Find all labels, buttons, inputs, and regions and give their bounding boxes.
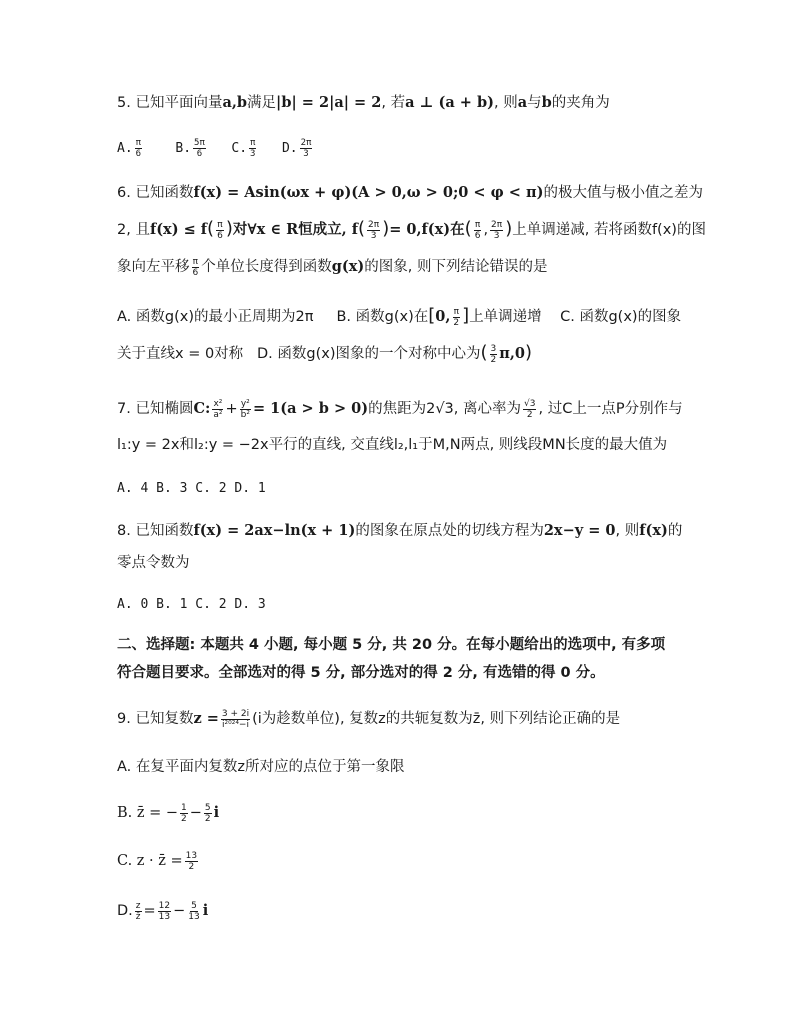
q9-text: (i为趁数单位), 复数z的共轭复数为z̄, 则下列结论正确的是: [252, 711, 621, 727]
section2-text: 符合题目要求。全部选对的得 5 分, 部分选对的得 2 分, 有选错的得 0 分。: [117, 665, 605, 681]
q5-option-c-frac: [249, 138, 256, 159]
frac-num: 1: [181, 802, 187, 813]
q9-option-d-label: D.: [117, 903, 133, 919]
frac-den: 3: [303, 149, 309, 159]
q5-condition-perpendicular: a ⊥ (a + b): [405, 94, 494, 111]
q6-text: 对∀x ∈ R恒成立, f: [232, 221, 358, 238]
frac-den: 3: [250, 149, 256, 159]
q9-prefix: 9. 已知复数: [117, 711, 194, 727]
frac-den: 6: [196, 149, 203, 159]
q9-option-b-text: B. z̄ = −: [117, 805, 179, 821]
q6-text: = 0,f(x)在: [389, 221, 465, 238]
frac-num: 5: [204, 802, 211, 813]
frac-den: 2: [490, 354, 497, 365]
q6-option-a: A. 函数g(x)的最小正周期为2π: [117, 309, 314, 325]
frac-den: 2: [526, 409, 533, 420]
q5-option-d-frac: [300, 138, 313, 159]
frac-num: 5: [191, 900, 197, 911]
q8-prefix: 8. 已知函数: [117, 523, 194, 539]
frac-den: a²: [213, 409, 223, 420]
q5-option-a-frac: [135, 138, 142, 159]
q6-text: 上单调递增: [469, 309, 542, 325]
frac-den: 3: [493, 230, 500, 241]
q6-function: f(x) = Asin(ωx + φ)(A > 0,ω > 0;0 < φ < π): [193, 184, 544, 201]
q7-plus: +: [225, 401, 238, 417]
q8-fx: f(x): [639, 522, 668, 539]
q6-stem-line1: [117, 182, 717, 204]
q6-stem-line3: [117, 256, 717, 278]
q8-function: f(x) = 2ax−ln(x + 1): [193, 522, 356, 539]
frac-den: b²: [240, 409, 250, 420]
q9-option-b: [117, 802, 717, 824]
q7-text: , 过C上一点P分别作与: [538, 401, 683, 417]
frac-den: 2: [453, 317, 460, 328]
frac-num: 3: [490, 343, 497, 354]
q9-option-a: [117, 756, 717, 778]
q8-text: 的图象在原点处的切线方程为: [355, 523, 544, 539]
q9-eq: =: [143, 903, 156, 919]
q6-text: 个单位长度得到函数: [201, 259, 332, 275]
q6-options-line1: A. 函数g(x)的最小正周期为2π B. 函数g(x)在[0, $\frac{\pi}{2}$ ]上单调递增 C. 函数g(x)的图象: [117, 305, 682, 328]
frac-num: π: [474, 219, 481, 230]
q8-stem-line2: [117, 552, 717, 574]
q6-text: 2, 且: [117, 222, 150, 238]
frac-num: π: [217, 219, 223, 230]
q8-tangent: 2x−y = 0: [543, 522, 616, 539]
q9-z: z =: [193, 710, 219, 727]
q9-option-d: [117, 900, 717, 922]
frac-num: 3 + 2i: [221, 708, 250, 719]
frac-den: 2: [188, 861, 195, 872]
q5-vector-a: a: [517, 94, 528, 111]
q5-stem: [117, 92, 717, 114]
q8-text: , 则: [615, 523, 640, 539]
q9-i: i: [213, 804, 220, 821]
frac-den: 6: [217, 230, 223, 241]
q5-text: 的夹角为: [551, 95, 610, 111]
q8-options: [117, 594, 717, 616]
frac-den: 6: [135, 149, 142, 159]
q5-option-b-label: B.: [175, 141, 192, 156]
q7-ellipse: C:: [193, 400, 211, 417]
frac-den: i²⁰²⁴−i: [222, 719, 249, 730]
q5-text: 满足: [247, 95, 277, 111]
section2-line2: [117, 662, 717, 684]
q9-minus: −: [173, 903, 186, 919]
q5-vectors: a,b: [222, 94, 248, 111]
frac-den: 6: [474, 230, 481, 241]
q6-text: 象向左平移: [117, 259, 190, 275]
section2-text: 二、选择题: 本题共 4 小题, 每小题 5 分, 共 20 分。在每小题给出的选项中, 有多项: [117, 637, 666, 653]
q5-prefix: 5. 已知平面向量: [117, 95, 223, 111]
frac-den: 6: [192, 267, 199, 278]
q7-text: l₁:y = 2x和l₂:y = −2x平行的直线, 交直线l₂,l₁于M,N两点, 则线段MN长度的最大值为: [117, 437, 668, 453]
q5-option-a-label: A.: [117, 141, 133, 156]
q9-option-c-text: C. z · z̄ =: [117, 853, 183, 869]
q6-option-c-cont: 关于直线x = 0对称: [117, 346, 244, 362]
frac-den: 13: [188, 911, 200, 922]
frac-num: 2π: [491, 219, 503, 230]
q6-option-d: D. 函数g(x)图象的一个对称中心为: [257, 346, 481, 362]
q6-option-b: B. 函数g(x)在: [336, 309, 429, 325]
q8-options-text: A. 0 B. 1 C. 2 D. 3: [117, 597, 266, 612]
frac-num: x²: [213, 398, 223, 409]
frac-den: 2: [204, 813, 211, 824]
q9-option-a-text: A. 在复平面内复数z所对应的点位于第一象限: [117, 759, 405, 775]
frac-num: 13: [185, 850, 198, 861]
frac-den: 13: [158, 911, 171, 922]
q7-prefix: 7. 已知椭圆: [117, 401, 194, 417]
q7-equation: = 1(a > b > 0): [252, 400, 369, 417]
section2-line1: [117, 634, 717, 656]
q9-i: i: [202, 902, 209, 919]
frac-num: z: [135, 900, 141, 911]
q6-inequality: f(x) ≤ f: [149, 221, 208, 238]
frac-den: z̄: [135, 911, 141, 922]
q6-interval: 0,: [435, 308, 451, 325]
q6-comma: ,: [483, 222, 489, 238]
frac-num: 5π: [194, 138, 205, 148]
q6-prefix: 6. 已知函数: [117, 185, 194, 201]
q5-condition-magnitude: |b| = 2|a| = 2: [276, 94, 382, 111]
q6-stem-line2: 2, 且f(x) ≤ f( $\frac{\pi}{6}$ )对∀x ∈ R恒成立, f( $\frac{2\pi}{3}$ )= 0,f(x)在( $\frac{\pi}{6}$ , $\frac{2\pi}{3}$ )上单调递减, 若将函数f(x)的图: [117, 218, 706, 241]
frac-num: 2π: [300, 138, 312, 148]
frac-num: π: [135, 138, 142, 148]
q6-center: π,0: [499, 345, 526, 362]
frac-num: π: [250, 138, 256, 148]
q7-options: [117, 478, 717, 500]
frac-num: π: [192, 256, 199, 267]
q7-text: 的焦距为2√3, 离心率为: [368, 401, 522, 417]
frac-num: 12: [158, 900, 171, 911]
q6-options-line2: 关于直线x = 0对称 D. 函数g(x)图象的一个对称中心为( $\frac{3}{2}$ π,0): [117, 342, 533, 365]
q7-stem-line2: [117, 434, 717, 456]
q5-text: , 则: [494, 95, 518, 111]
frac-den: 3: [370, 230, 377, 241]
q6-text: 上单调递减, 若将函数f(x)的图: [512, 222, 706, 238]
q8-text: 的: [667, 523, 683, 539]
q9-option-c: [117, 850, 717, 872]
q6-text: 的图象, 则下列结论错误的是: [364, 259, 548, 275]
q9-stem: [117, 708, 717, 730]
q5-text: , 若: [381, 95, 406, 111]
q7-stem-line1: [117, 398, 717, 420]
frac-num: π: [453, 306, 459, 317]
q5-option-b-frac: [193, 138, 206, 159]
q5-option-c-label: C.: [231, 141, 248, 156]
q6-gx: g(x): [331, 258, 365, 275]
q9-minus: −: [189, 805, 202, 821]
q6-option-c: C. 函数g(x)的图象: [560, 309, 682, 325]
q5-options: [117, 138, 717, 160]
q5-option-d-label: D.: [281, 141, 298, 156]
q6-text: 的极大值与极小值之差为: [543, 185, 703, 201]
frac-num: y²: [240, 398, 250, 409]
q5-vector-b: b: [541, 94, 552, 111]
frac-num: 2π: [368, 219, 380, 230]
q8-text: 零点令数为: [117, 555, 190, 571]
frac-den: 2: [181, 813, 187, 824]
q5-text: 与: [527, 95, 542, 111]
q7-options-text: A. 4 B. 3 C. 2 D. 1: [117, 481, 266, 496]
q8-stem-line1: [117, 520, 717, 542]
frac-num: √3: [524, 398, 536, 409]
